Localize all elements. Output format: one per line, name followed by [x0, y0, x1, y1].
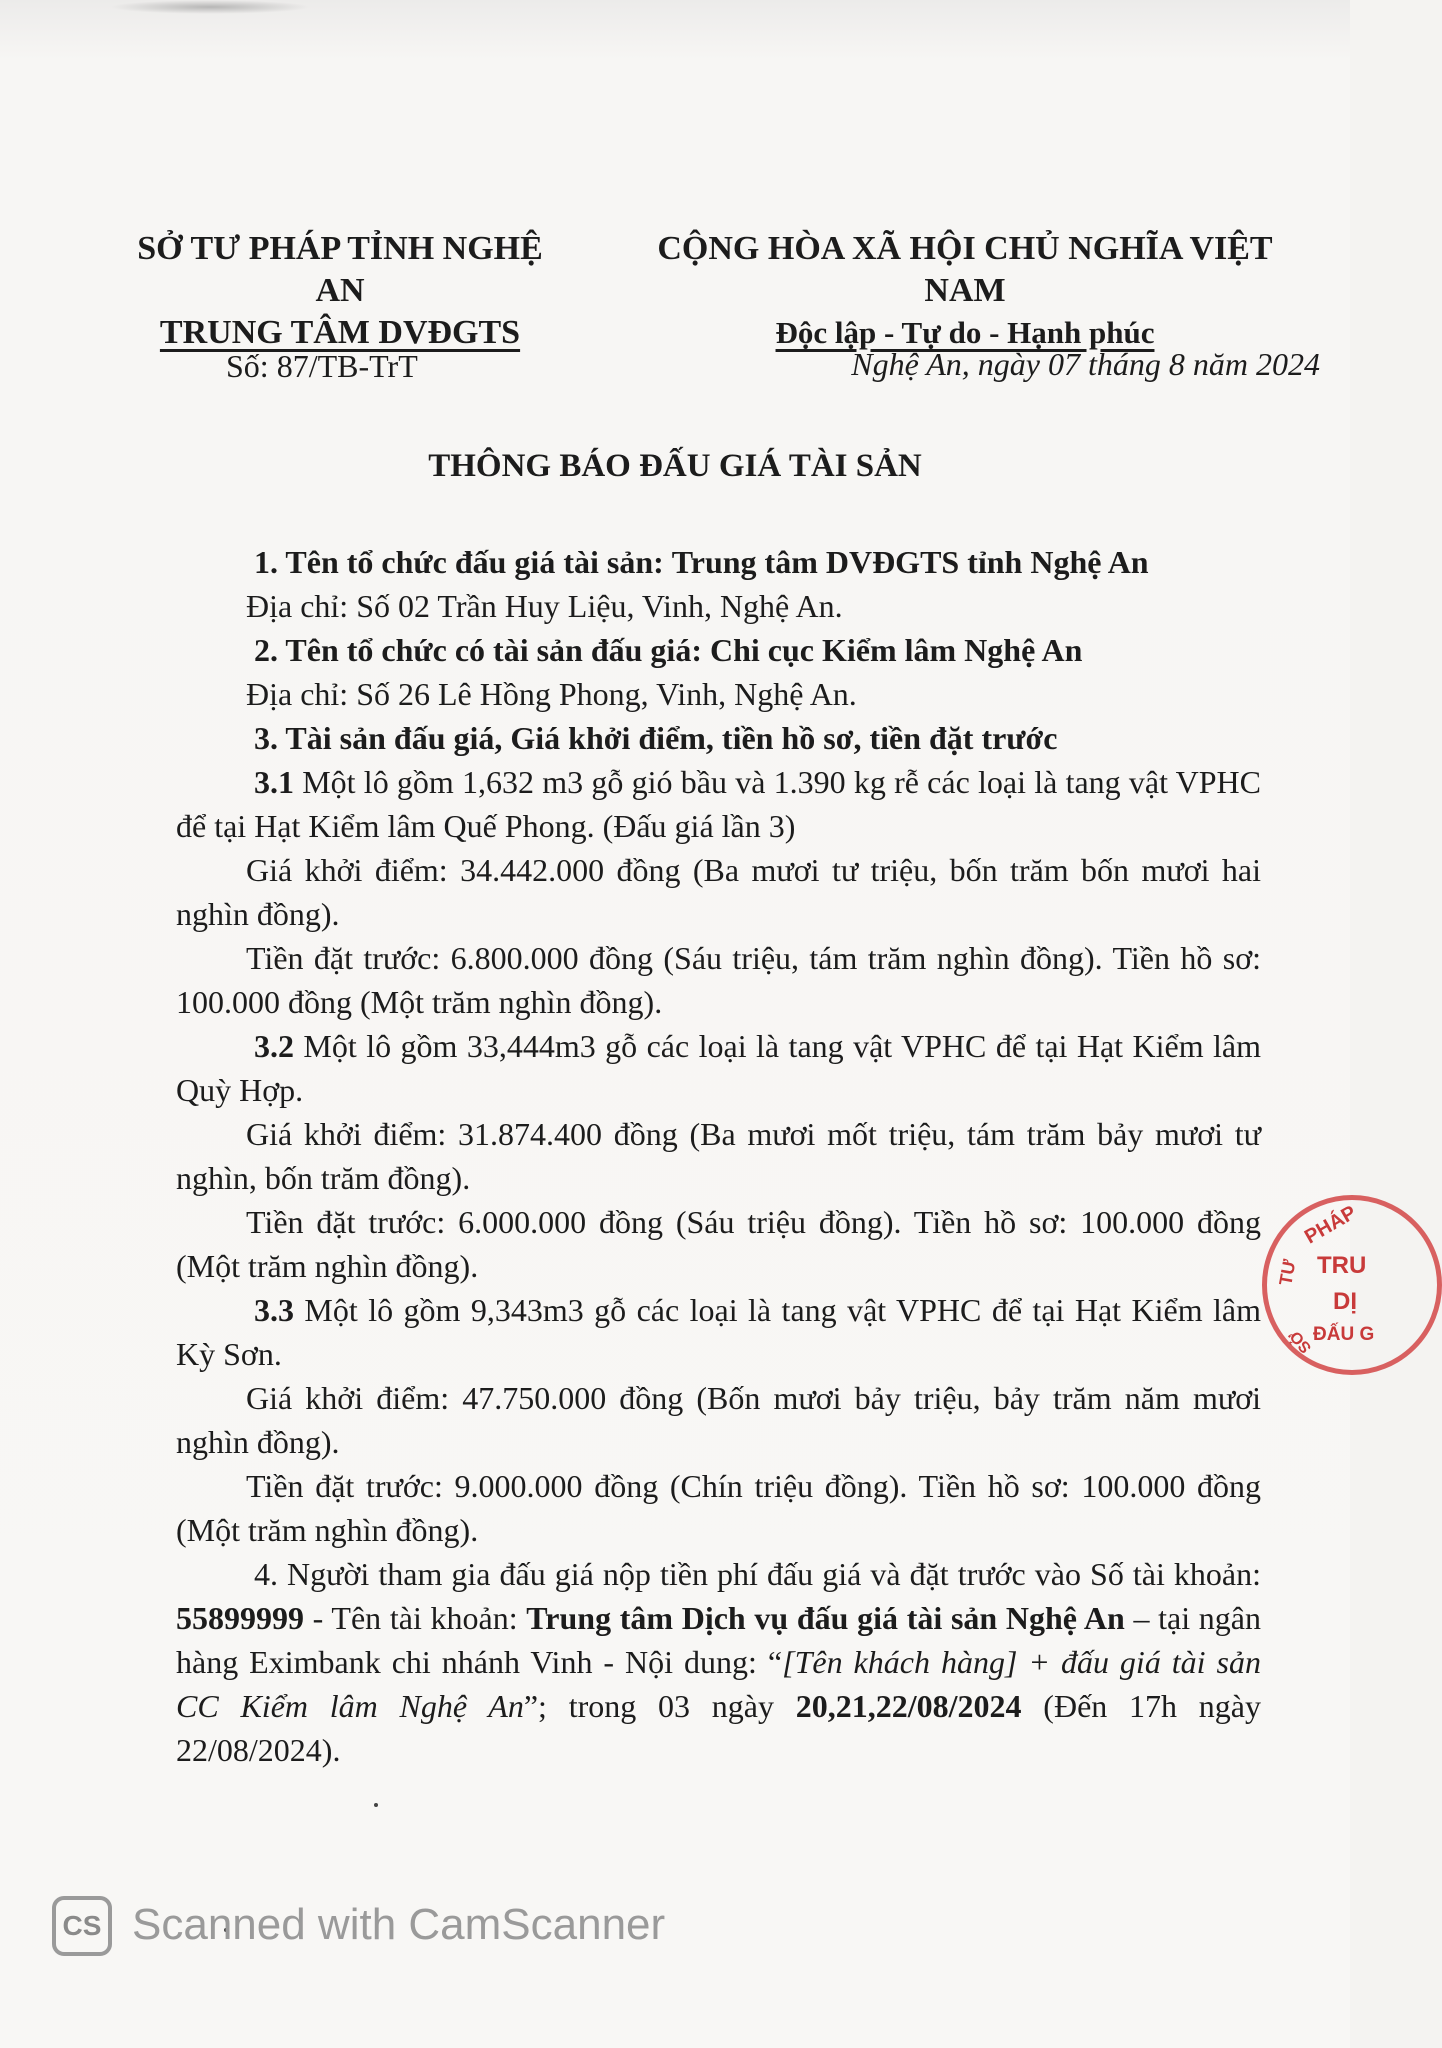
- bank-account-name: Trung tâm Dịch vụ đấu giá tài sản Nghệ An: [526, 1600, 1125, 1636]
- national-title: CỘNG HÒA XÃ HỘI CHỦ NGHĨA VIỆT NAM: [657, 230, 1273, 309]
- item-3-3-deposit: Tiền đặt trước: 9.000.000 đồng (Chín triệu đồng). Tiền hồ sơ: 100.000 đồng (Một trăm nghìn đồng).: [176, 1468, 1261, 1548]
- bank-account-number: 55899999: [176, 1600, 304, 1636]
- item-3-1-number: 3.1: [254, 764, 294, 800]
- item-3-1-text: Một lô gồm 1,632 m3 gỗ gió bầu và 1.390 kg rễ các loại là tang vật VPHC để tại Hạt Kiểm lâm Quế Phong. (Đấu giá lần 3): [176, 764, 1261, 844]
- item-3-3-text: Một lô gồm 9,343m3 gỗ các loại là tang vật VPHC để tại Hạt Kiểm lâm Kỳ Sơn.: [176, 1292, 1261, 1372]
- section-1: [176, 540, 1261, 584]
- item-3-1: [176, 760, 1261, 848]
- section-2-label: 2. Tên tổ chức có tài sản đấu giá:: [254, 632, 702, 668]
- item-3-2-text: Một lô gồm 33,444m3 gỗ các loại là tang vật VPHC để tại Hạt Kiểm lâm Quỳ Hợp.: [176, 1028, 1261, 1108]
- camscanner-watermark: Scanned with CamScanner: [132, 1900, 666, 1949]
- item-3-3: [176, 1288, 1261, 1376]
- item-3-3-number: 3.3: [254, 1292, 294, 1328]
- item-3-2: [176, 1024, 1261, 1112]
- section-1-address: Địa chỉ: Số 02 Trần Huy Liệu, Vinh, Nghệ An.: [246, 588, 843, 624]
- item-3-2-price: Giá khởi điểm: 31.874.400 đồng (Ba mươi mốt triệu, tám trăm bảy mươi tư nghìn, bốn trăm đồng).: [176, 1116, 1261, 1196]
- section-1-value: Trung tâm DVĐGTS tỉnh Nghệ An: [671, 544, 1149, 580]
- national-header: [620, 228, 1310, 354]
- seal-text-line2: DỊ: [1333, 1288, 1357, 1315]
- seal-text-line3: ĐẤU G: [1313, 1324, 1375, 1345]
- national-motto: Độc lập - Tự do - Hạnh phúc: [775, 315, 1155, 350]
- section-4-mid1: - Tên tài khoản:: [304, 1600, 527, 1636]
- section-2-address: Địa chỉ: Số 26 Lê Hồng Phong, Vinh, Nghệ An.: [246, 676, 857, 712]
- issuer-header: [120, 228, 560, 354]
- issuer-department: SỞ TƯ PHÁP TỈNH NGHỆ AN: [137, 230, 543, 309]
- document-number: Số: 87/TB-TrT: [226, 348, 418, 384]
- issuer-center: TRUNG TÂM DVĐGTS: [159, 314, 521, 351]
- scan-speck: [374, 1803, 378, 1807]
- camscanner-logo: CS: [52, 1896, 112, 1956]
- item-3-3-price: Giá khởi điểm: 47.750.000 đồng (Bốn mươi bảy triệu, bảy trăm năm mươi nghìn đồng).: [176, 1380, 1261, 1460]
- section-3-heading: 3. Tài sản đấu giá, Giá khởi điểm, tiền hồ sơ, tiền đặt trước: [254, 720, 1058, 756]
- seal-text-top: PHÁP: [1300, 1201, 1361, 1249]
- section-4-intro: 4. Người tham gia đấu giá nộp tiền phí đấu giá và đặt trước vào Số tài khoản:: [254, 1556, 1261, 1592]
- transfer-content: [Tên khách hàng] + đấu giá tài sản CC Kiểm lâm Nghệ An: [176, 1644, 1262, 1724]
- payment-dates: 20,21,22/08/2024: [795, 1688, 1022, 1724]
- document-body: [176, 540, 1261, 1772]
- scan-smudge: [110, 0, 310, 14]
- section-4: [176, 1552, 1261, 1772]
- section-2: [176, 628, 1261, 672]
- official-seal: [1262, 1195, 1442, 1375]
- seal-text-bottom: SỞ: [1286, 1326, 1316, 1357]
- seal-text-left: TƯ: [1275, 1257, 1300, 1287]
- document-date: Nghệ An, ngày 07 tháng 8 năm 2024: [851, 346, 1320, 382]
- item-3-1-deposit: Tiền đặt trước: 6.800.000 đồng (Sáu triệu, tám trăm nghìn đồng). Tiền hồ sơ: 100.000 đồng (Một trăm nghìn đồng).: [176, 940, 1261, 1020]
- section-2-value: Chi cục Kiểm lâm Nghệ An: [709, 632, 1083, 668]
- section-1-label: 1. Tên tổ chức đấu giá tài sản:: [254, 544, 664, 580]
- seal-text-line1: TRU: [1317, 1252, 1367, 1279]
- document-title: THÔNG BÁO ĐẤU GIÁ TÀI SẢN: [428, 448, 922, 484]
- section-4-end: (Đến 17h ngày 22/08/2024).: [176, 1688, 1262, 1768]
- item-3-1-price: Giá khởi điểm: 34.442.000 đồng (Ba mươi tư triệu, bốn trăm bốn mươi hai nghìn đồng).: [176, 852, 1261, 932]
- section-4-mid3: ”; trong 03 ngày: [523, 1688, 796, 1724]
- section-4-mid2: – tại ngân hàng Eximbank chi nhánh Vinh - Nội dung: “: [176, 1600, 1262, 1680]
- item-3-2-deposit: Tiền đặt trước: 6.000.000 đồng (Sáu triệu đồng). Tiền hồ sơ: 100.000 đồng (Một trăm nghìn đồng).: [176, 1204, 1261, 1284]
- item-3-2-number: 3.2: [254, 1028, 294, 1064]
